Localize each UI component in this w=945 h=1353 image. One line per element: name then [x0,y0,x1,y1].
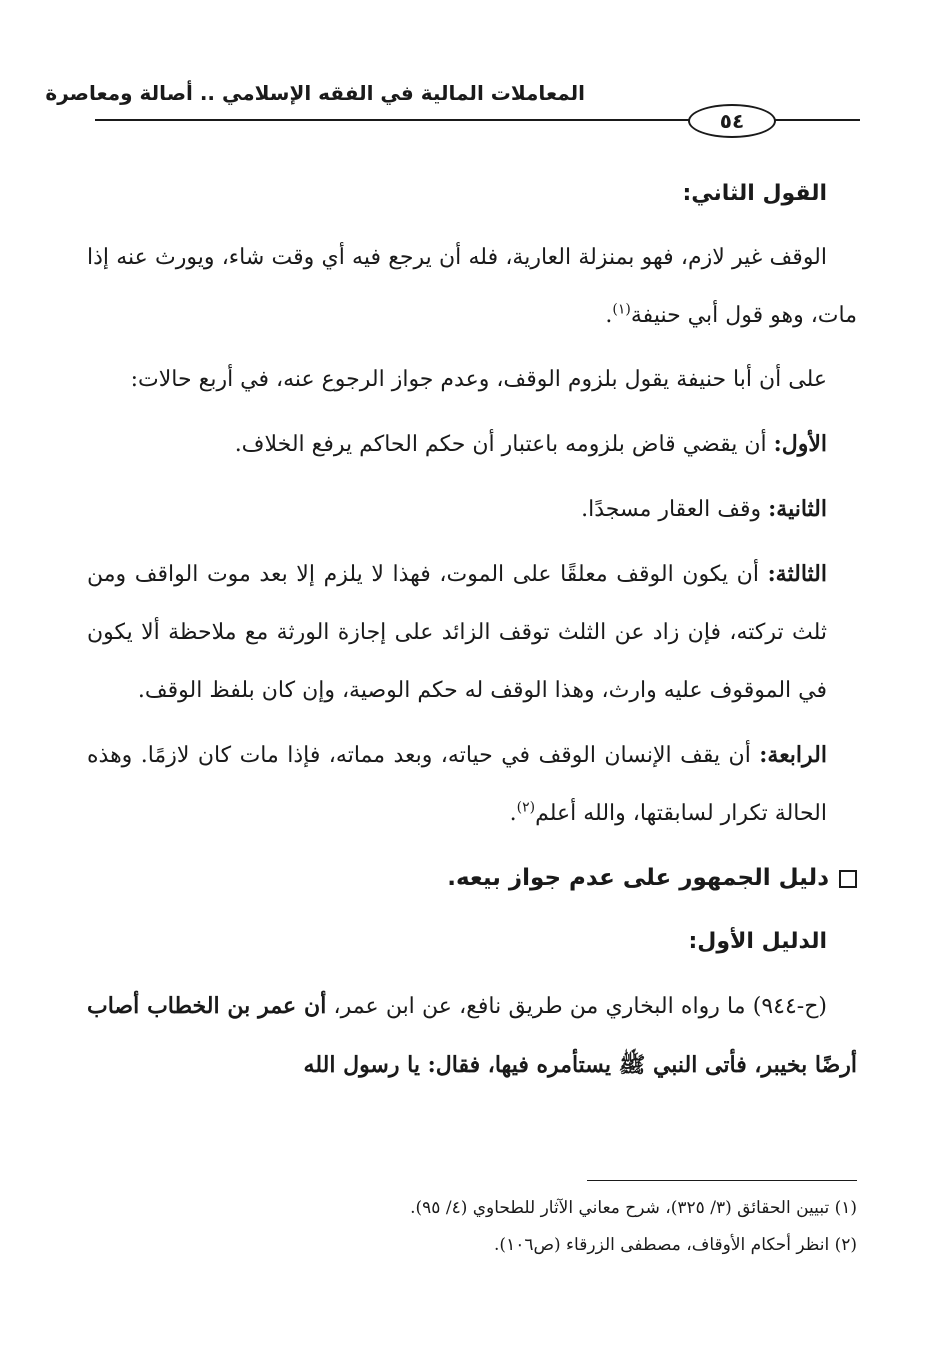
square-bullet-icon [839,870,857,888]
hadith-text: أن عمر بن الخطاب أصاب أرضًا بخيبر، فأتى النبي ﷺ يستأمره فيها، فقال: يا رسول الله [87,993,857,1078]
case-1-label: الأول: [773,431,827,457]
second-opinion-heading: القول الثاني: [682,181,827,206]
footnote-rule [587,1180,857,1181]
case-4-end: . [509,801,517,826]
case-4 [87,726,857,843]
case-4-label: الرابعة: [759,742,827,768]
hadith-paragraph [87,977,857,1095]
footnote-2: (٢) انظر أحكام الأوقاف، مصطفى الزرقاء (ص١٠٦). [494,1235,857,1255]
case-2 [87,480,857,539]
footnote-ref-1[interactable]: (١) [612,301,631,318]
case-3-label: الثالثة: [767,561,827,587]
main-text [87,165,857,1101]
page-number-badge: ٥٤ [688,104,776,138]
section-heading [87,849,857,907]
footnote-1: (١) تبيين الحقائق (٣/ ٣٢٥)، شرح معاني الآثار للطحاوي (٤/ ٩٥). [410,1198,857,1218]
section-heading-text: دليل الجمهور على عدم جواز بيعه. [447,865,829,891]
case-1 [87,415,857,474]
paragraph-1 [87,229,857,345]
hadith-intro: (ح-٩٤٤) ما رواه البخاري من طريق نافع، عن ابن عمر، [326,994,827,1019]
case-4-text: أن يقف الإنسان الوقف في حياته، وبعد مماته، فإذا مات كان لازمًا. وهذه الحالة تكرار لسابقتها، والله أعلم [87,743,827,826]
footnotes [87,1190,857,1264]
first-evidence-heading: الدليل الأول: [688,929,827,954]
case-2-text: وقف العقار مسجدًا. [581,497,762,522]
case-3 [87,545,857,720]
paragraph-1-text: الوقف غير لازم، فهو بمنزلة العارية، فله أن يرجع فيه أي وقت شاء، ويورث عنه إذا مات، وهو قول أبي حنيفة [87,245,857,328]
case-2-label: الثانية: [768,496,827,522]
footnote-ref-2[interactable]: (٢) [516,799,536,816]
paragraph-2: على أن أبا حنيفة يقول بلزوم الوقف، وعدم جواز الرجوع عنه، في أربع حالات: [130,367,827,392]
case-3-text: أن يكون الوقف معلقًا على الموت، فهذا لا يلزم إلا بعد موت الواقف ومن ثلث تركته، فإن زاد عن الثلث توقف الزائد على إجازة الورثة مع ملاحظة ألا يكون في الموقوف عليه وارث، وهذا الوقف له حكم الوصية، وإن كان بلفظ الوقف. [87,562,827,703]
paragraph-1-end: . [605,303,613,328]
running-header-title: المعاملات المالية في الفقه الإسلامي .. أصالة ومعاصرة [45,81,585,105]
case-1-text: أن يقضي قاض بلزومه باعتبار أن حكم الحاكم يرفع الخلاف. [234,432,767,457]
